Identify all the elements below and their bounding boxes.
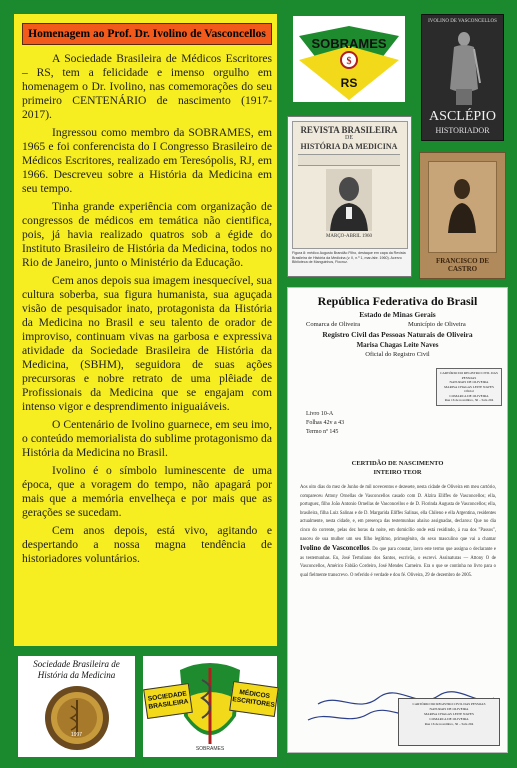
cert-municipio: Município de Oliveira <box>408 321 466 328</box>
cert-stamp <box>436 368 502 406</box>
stamp-line: NATURAIS DE OLIVEIRA <box>429 707 469 711</box>
sobrames-sub: SOBRAMES <box>195 746 225 752</box>
paragraph: Cem anos depois, está vivo, agitando e despertando a nossa magna tendência de historiadores voluntários. <box>22 524 272 565</box>
paragraph: Cem anos depois sua imagem inesquecível, sua cultura soberba, sua figura humanista, sua aguçada visão de pesquisador inato, protagonista da História da Medicina no Brasil e seu talento de orador de improviso, continuam vivas na garbosa e expressiva atividade da Sociedade Brasileira de História da Medicina, (SBHM), seguidora de suas ações precursoras e nobre retrato de uma plêiade de Profissionais da Medicina que se engajam com intenso vigor e desprendimento iniguaiáveis. <box>22 274 272 413</box>
stamp-line: Rua 16 de novembro, 36 – Sala 204 <box>444 398 494 402</box>
paragraph: Ingressou como membro da SOBRAMES, em 1965 e foi conferencista do I Congresso Brasileiro de Médicos Escritores, realizado em Teresópolis, RJ, em 1966. Descreveu sobre a História da Medicina em seu tempo. <box>22 126 272 195</box>
sobrames-rs-logo <box>293 16 405 102</box>
cert-title: CERTIDÃO DE NASCIMENTO <box>351 460 444 467</box>
book-author: IVOLINO DE VASCONCELLOS <box>428 19 497 24</box>
cert-stamp-bottom <box>398 698 500 746</box>
cert-name: Ivolino de Vasconcellos <box>300 544 370 553</box>
revista-title-3: HISTÓRIA DA MEDICINA <box>300 142 398 151</box>
stamp-line: MARISA CHAGAS LEITE NAVES <box>424 712 474 716</box>
sobrames-logo-top: SOBRAMES <box>311 36 387 51</box>
birth-certificate <box>287 287 508 753</box>
book-title: ASCLÉPIO <box>429 109 496 124</box>
sobrames-right-text: MÉDICOS ESCRITORES <box>231 688 276 709</box>
sobrames-left-text: SOCIEDADE BRASILEIRA <box>147 690 189 711</box>
title-banner <box>22 23 272 45</box>
revista-cover <box>287 116 412 277</box>
cert-header-2: Estado de Minas Gerais <box>359 310 436 319</box>
paragraph: Tinha grande experiência com organização de congressos de médicos em temática não cientifica, pois, já havia realizado quatros sob a égide do Instituto Brasileiro de História da Medicina, todos no Rio de Janeiro, junto o Ministério da Educação. <box>22 200 272 269</box>
revista-title-2: DE <box>345 135 353 141</box>
article-body <box>22 52 272 566</box>
sobrames-right-banner <box>229 681 279 717</box>
svg-text:$: $ <box>346 56 352 67</box>
sobrames-brasil-logo <box>143 656 277 757</box>
sbhm-year: 1997 <box>70 732 83 738</box>
page-title: Homenagem ao Prof. Dr. Ivolino de Vasconcellos <box>28 28 266 40</box>
stamp-line: CARTÓRIO DO REGISTRO CIVIL DAS PESSOAS <box>440 371 498 380</box>
sobrames-logo-bottom: RS <box>340 76 358 90</box>
castro-title: FRANCISCO DE CASTRO <box>435 257 490 273</box>
cert-termo: Termo nº 145 <box>306 429 339 435</box>
book-subtitle: HISTORIADOR <box>435 126 490 135</box>
cert-header-1: República Federativa do Brasil <box>317 294 478 308</box>
stamp-line: CARTÓRIO DO REGISTRO CIVIL DAS PESSOAS <box>412 702 486 706</box>
paragraph: Ivolino é o símbolo luminescente de uma época, que a voragem do tempo, não apagará por mais que a memória envelheça e por mais que as gerações se sucedam. <box>22 464 272 519</box>
stamp-line: COMARCA DE OLIVEIRA <box>449 393 489 398</box>
stamp-line: NATURAIS DE OLIVEIRA <box>449 380 489 384</box>
cert-oficial: Marisa Chagas Leite Naves <box>356 341 439 349</box>
castro-portrait-icon <box>446 175 478 233</box>
cert-subtitle: INTEIRO TEOR <box>373 469 422 476</box>
asclepio-book-cover <box>421 14 504 141</box>
cert-folhas: Folhas 42v a 43 <box>306 420 345 426</box>
stamp-line: COMARCA DE OLIVEIRA <box>429 717 469 721</box>
cert-registro: Registro Civil das Pessoas Naturais de Oliveira <box>322 330 473 339</box>
sbhm-seal-icon <box>43 684 111 752</box>
cert-book-info <box>306 410 344 437</box>
paragraph: A Sociedade Brasileira de Médicos Escritores – RS, tem a felicidade e imenso orgulho em homenagem o Dr. Ivolino, nas comemorações do seu primeiro CENTENÁRIO de nascimento (1917-2017). <box>22 52 272 121</box>
castro-book-cover <box>419 152 506 279</box>
stamp-line: Oficial <box>464 389 474 393</box>
portrait-icon <box>326 169 372 231</box>
sobrames-left-banner <box>143 683 193 719</box>
revista-title-1: REVISTA BRASILEIRA <box>300 125 398 135</box>
cert-oficial-role: Oficial do Registro Civil <box>365 351 430 358</box>
stamp-line: Rua 16 de novembro, 36 – Sala 204 <box>424 722 474 726</box>
revista-issue: MARÇO-ABRIL 1960 <box>325 234 373 239</box>
cert-body: Aos oito dias do mez de Junho de mil novecentos e dezesete, nesta cidade de Oliveira em meu cartório, compareceu Attony Ornellas de Vasconcellos casado com D. Alzira Eliffes de Vasconcellos; ella, portuguez, filho João Antonio Ornellas de Vasconcellos e de D. Florinda Augusta de Vasconcellos; ella, brasileira, filha Luiz Salinas e de D. Margarida Eliffes Salinas, ella Chileno e ella Argentina, residentes actualmente, nesta cidade, e, em presença das testemunhas abaixo assignadas, declarou: Que no dia cinco do corrente, pelas dez horas da noite, em domicílio onde está residindo, á rua dos "Passos", nasceu de sua mulher um seu filho legítimo, primogênito, do sexo masculino que vai a chamar Ivolino de Vasconcellos. Do que para constar, lavro este termo que assigna o declarante e as testemunhas. Eu, José Tertuliano dos Santos, escrivão, o escrevi. Assinaturas — Attony O de Vasconcellos, Américo Fabião Cordeiro, José Mendes Carneiro. Era o que se continha no livro para o qual fielmente transcrevo. O referido é verdade e dou fé. Oliveira, 29 de dezembro de 2005. <box>300 485 496 578</box>
cert-text-2: Do que para constar, lavro este termo que assigna o declarante e as testemunhas. Eu, José Tertuliano dos Santos, escrivão, o escrevi. Assinaturas — Attony O de Vasconcellos, Américo Fabião Cordeiro, José Mendes Carneiro. Era o que se continha no livro para o qual fielmente transcrevo. O referido é verdade e dou fé. Oliveira, 29 de dezembro de 2005. <box>300 547 496 578</box>
sbhm-line-1: Sociedade Brasileira de <box>33 659 120 669</box>
stamp-line: MARISA CHAGAS LEITE NAVES <box>444 384 494 389</box>
sbhm-line-2: História da Medicina <box>37 670 116 680</box>
paragraph: O Centenário de Ivolino guarnece, em seu imo, o conteúdo memorialista do sublime protagonismo da História da Medicina no Brasil. <box>22 418 272 459</box>
revista-caption: Figura 8: médico Augusto Brandão Filho, destaque em capa da Revista Brasileira de História da Medicina (v. II, n.º 1, mar./abr. 1960). Acervo Biblioteca de Manguinhos, Fiocruz. <box>292 251 406 264</box>
statue-icon <box>442 29 486 107</box>
cert-comarca: Comarca de Oliveira <box>306 321 361 328</box>
cert-text-1: Aos oito dias do mez de Junho de mil novecentos e dezesete, nesta cidade de Oliveira em meu cartório, compareceu Attony Ornellas de Vasconcellos casado com D. Alzira Eliffes de Vasconcellos; ella, portuguez, filho João Antonio Ornellas de Vasconcellos e de D. Florinda Augusta de Vasconcellos; ella, brasileira, filha Luiz Salinas e de D. Margarida Eliffes Salinas, ella Chileno e ella Argentina, residentes actualmente, nesta cidade, e, em presença das testemunhas abaixo assignadas, declarou: Que no dia cinco do corrente, pelas dez horas da noite, em domicílio onde está residindo, á rua dos "Passos", nasceu de sua mulher um seu filho legítimo, primogênito, do sexo masculino que vai a chamar <box>300 485 496 542</box>
sbhm-logo <box>18 656 135 757</box>
cert-livro: Livro 10-A <box>306 411 334 417</box>
